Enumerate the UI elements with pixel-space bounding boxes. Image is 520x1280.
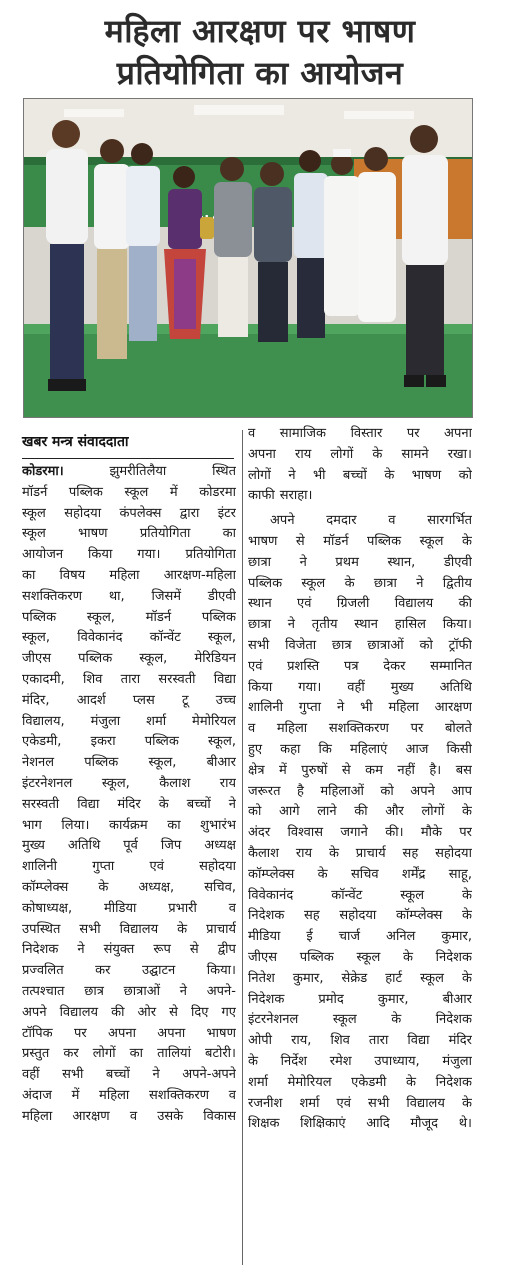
text-line: कैलाश राय के प्राचार्य सह सहोदया	[248, 845, 472, 861]
article-right-column	[248, 424, 472, 1135]
text-line: मुख्य अतिथि पूर्व जिप अध्यक्ष	[22, 838, 236, 854]
text-line: पब्लिक स्कूल के छात्रा ने द्वितीय	[248, 575, 472, 591]
headline	[0, 10, 520, 94]
text-line: जरूरत है महिलाओं को अपने आप	[248, 783, 472, 799]
text-line: शर्मा मेमोरियल एकेडमी के निदेशक	[248, 1074, 472, 1090]
text-line: एकादमी, शिव तारा सरस्वती विद्या	[22, 671, 236, 687]
text-line: टॉपिक पर अपना अपना भाषण	[22, 1025, 236, 1041]
text-line: सरस्वती विद्या मंदिर के बच्चों ने	[22, 796, 236, 812]
text-line: शालिनी गुप्ता एवं सहोदया	[22, 859, 236, 875]
text-line: शिक्षक शिक्षिकाएं आदि मौजूद थे।	[248, 1116, 472, 1132]
text-line: प्रज्वलित कर उद्घाटन किया।	[22, 963, 236, 979]
text-line: का विषय महिला आरक्षण-महिला	[22, 567, 236, 583]
text-line: ओपी राय, शिव तारा विद्या मंदिर	[248, 1033, 472, 1049]
text-line: जीएस पब्लिक स्कूल के निदेशक	[248, 949, 472, 965]
text-line: को आगे लाने की और लोगों के	[248, 804, 472, 820]
text-line: तत्पश्चात छात्र छात्राओं ने अपने-	[22, 983, 236, 999]
headline-line-2: प्रतियोगिता का आयोजन	[116, 54, 404, 92]
text-line: अंदाज में महिला सशक्तिकरण व	[22, 1087, 236, 1103]
text-line: मीडिया ई चार्ज अनिल कुमार,	[248, 929, 472, 945]
text-line: कोडरमा। झुमरीतिलैया स्थित	[22, 462, 236, 483]
text-line: निदेशक सह सहोदया कॉम्प्लेक्स के	[248, 908, 472, 924]
text-line: कोषाध्यक्ष, मीडिया प्रभारी व	[22, 900, 236, 916]
text-line: स्कूल, विवेकानंद कॉन्वेंट स्कूल,	[22, 630, 236, 646]
text-line: उपस्थित सभी विद्यालय के प्राचार्य	[22, 921, 236, 937]
text-line: व महिला सशक्तिकरण पर बोलते	[248, 721, 472, 737]
award-ceremony-photo	[24, 99, 472, 417]
text-line: व सामाजिक विस्तार पर अपना	[248, 426, 472, 441]
news-photo	[23, 98, 473, 418]
text-line: इंटरनेशनल स्कूल, कैलाश राय	[22, 775, 236, 791]
text-line: जीएस पब्लिक स्कूल, मेरिडियन	[22, 651, 236, 667]
text-line: हुए कहा कि महिलाएं आज किसी	[248, 741, 472, 757]
text-line: किया गया। वहीं मुख्य अतिथि	[248, 679, 472, 695]
text-line: सभी विजेता छात्र छात्राओं को ट्रॉफी	[248, 637, 472, 653]
text-line: स्कूल सहोदया कंपलेक्स द्वारा इंटर	[22, 505, 236, 521]
column-divider	[242, 430, 243, 1265]
text-line: शालिनी गुप्ता ने भी महिला आरक्षण	[248, 700, 472, 716]
text-line: स्थान एवं ग्रिजली विद्यालय की	[248, 596, 472, 612]
text-line: अपना राय लोगों के सामने रखा।	[248, 446, 472, 462]
text-line: इंटरनेशनल स्कूल के निदेशक	[248, 1012, 472, 1028]
text-line: मॉडर्न पब्लिक स्कूल में कोडरमा	[22, 484, 236, 500]
text-line: क्षेत्र में पुरुषों से कम नहीं है। बस	[248, 762, 472, 778]
text-line: विद्यालय, मंजुला शर्मा मेमोरियल	[22, 713, 236, 729]
article-left-column	[22, 462, 236, 1128]
text-line: नितेश कुमार, सेक्रेड हार्ट स्कूल के	[248, 970, 472, 986]
text-line: छात्रा ने तृतीय स्थान हासिल किया।	[248, 617, 472, 633]
text-line: विवेकानंद कॉन्वेंट स्कूल के	[248, 887, 472, 903]
text-line: काफी सराहा।	[248, 488, 313, 504]
text-line: कॉम्प्लेक्स के सचिव शर्मेंद्र साहू,	[248, 866, 472, 882]
text-line: आयोजन किया गया। प्रतियोगिता	[22, 547, 236, 563]
headline-line-1: महिला आरक्षण पर भाषण	[104, 12, 416, 50]
text-line: पब्लिक स्कूल, मॉडर्न पब्लिक	[22, 609, 236, 625]
text-line: महिला आरक्षण व उसके विकास	[22, 1108, 236, 1124]
text-line: अपने दमदार व सारगर्भित	[270, 513, 472, 529]
byline: खबर मन्त्र संवाददाता	[22, 434, 129, 450]
text-line: अपने विद्यालय की ओर से दिए गए	[22, 1004, 236, 1020]
text-line: कॉम्प्लेक्स के अध्यक्ष, सचिव,	[22, 879, 236, 895]
text-line: छात्रा ने प्रथम स्थान, डीएवी	[248, 554, 472, 570]
text-line: एवं प्रशस्ति पत्र देकर सम्मानित	[248, 658, 472, 674]
text-line: निदेशक प्रमोद कुमार, बीआर	[248, 991, 472, 1007]
dateline: कोडरमा।	[22, 464, 64, 479]
text-line: स्कूल भाषण प्रतियोगिता का	[22, 526, 236, 542]
text-line: सशक्तिकरण था, जिसमें डीएवी	[22, 588, 236, 604]
text-line: भाग लिया। कार्यक्रम का शुभारंभ	[22, 817, 236, 833]
text-line: लोगों ने भी बच्चों के भाषण को	[248, 467, 472, 483]
text-line: अंदर विश्वास जगाने की। मौके पर	[248, 825, 472, 841]
text-line: के निर्देश रमेश उपाध्याय, मंजुला	[248, 1053, 472, 1069]
text-line: मंदिर, आदर्श प्लस टू उच्च	[22, 692, 236, 708]
text-line: नेशनल पब्लिक स्कूल, बीआर	[22, 755, 236, 771]
text-line: प्रस्तुत कर लोगों का तालियां बटोरी।	[22, 1046, 236, 1062]
text-line: निदेशक ने संयुक्त रूप से द्वीप	[22, 942, 236, 958]
text-line: एकेडमी, इकरा पब्लिक स्कूल,	[22, 734, 236, 750]
text-line: वहीं सभी बच्चों ने अपने-अपने	[22, 1067, 236, 1083]
byline-rule	[22, 458, 234, 459]
text-line: भाषण से मॉडर्न पब्लिक स्कूल के	[248, 533, 472, 549]
text-line: रजनीश शर्मा एवं सभी विद्यालय के	[248, 1095, 472, 1111]
